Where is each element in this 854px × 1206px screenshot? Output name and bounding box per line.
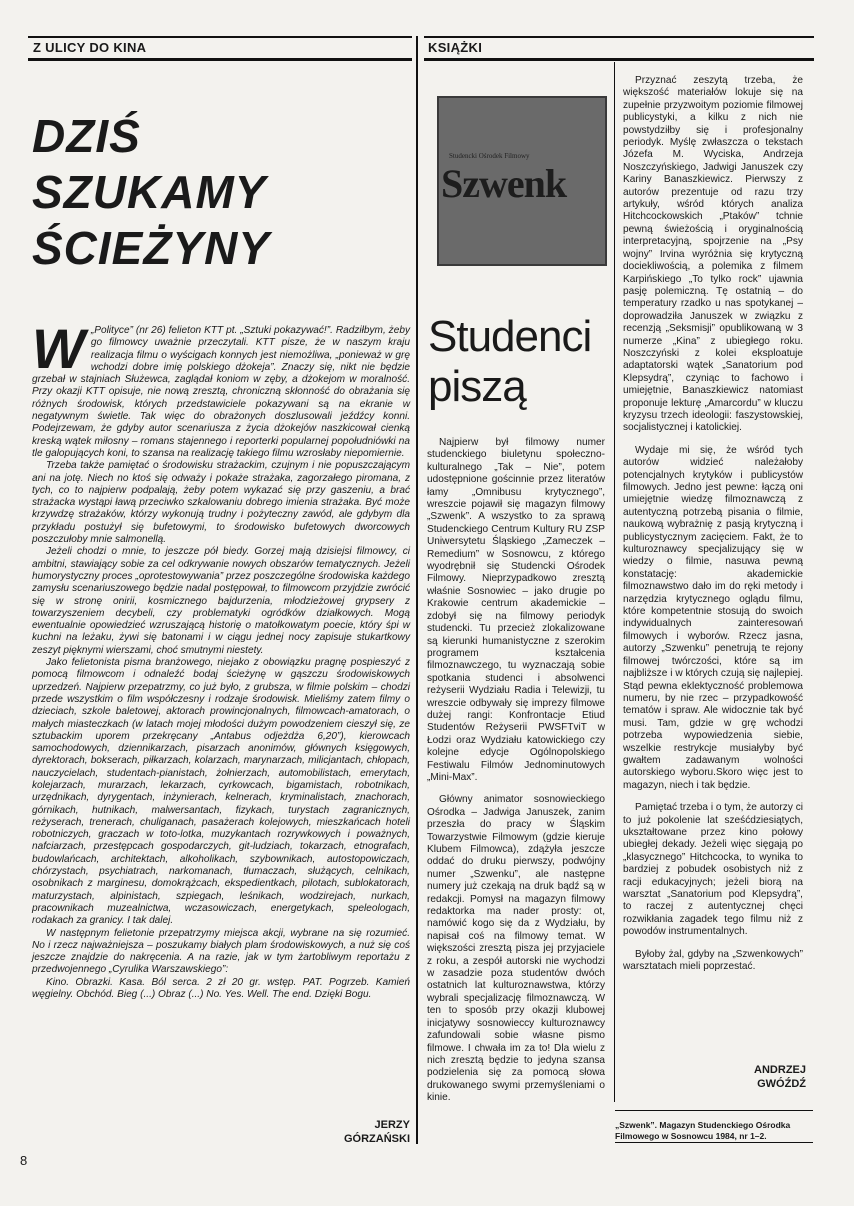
magazine-cover-image: [437, 96, 607, 266]
paragraph: Pamiętać trzeba i o tym, że autorzy ci to już pokolenie lat sześćdziesiątych, ukształtowane przez kino połowy ubiegłej dekady. Jeżeli więc sięgają po „klasycznego” Hitchcocka, to wynika to bardziej z pobudek osobistych niż z racji edukacyjnych; jeżeli biorą na warsztat „Sanatorium pod Klepsydrą”, to raczej z autentycznej chęci rozwikłania zagadek tego filmu niż z powodów instrumentalnych.: [623, 802, 803, 938]
caption-rule: [615, 1110, 813, 1111]
article-body-left: [32, 317, 410, 1001]
article-body-right: [623, 75, 803, 983]
column-divider-main: [416, 36, 418, 1144]
caption-rule-bottom: [615, 1142, 813, 1143]
paragraph: W „Polityce” (nr 26) felieton KTT pt. „Sztuki pokazywać!”. Radziłbym, żeby go filmowcy uważnie przeczytali. KTT pisze, że w naszym kraju realizacja filmu o wyścigach konnych jest niemożliwa, „ponieważ w grę wchodzi dobre imię polskiego dżokeja”. Znaczy się, nikt nie będzie grzebał w stajniach Służewca, zaglądał koniom w zęby, a dżokejom w moralność. Przy okazji KTT opisuje, nie nową zresztą, chroniczną skłonność do obrażania się różnych środowisk, których przedstawiciele pokazywani są na ekranie w negatywnym świetle. Tak więc do obrażonych doszlusowali jeźdźcy konni. Podejrzewam, że gdyby autor scenariusza z życia dżokejów naszkicował cienką kreską wątek miłosny – romans stajennego i reporterki popularnej popołudniówki na tle galopujących koni, to szansa na realizację takiego filmu wzrosłaby niepomiernie.: [32, 317, 410, 459]
section-heading-right: KSIĄŻKI: [428, 40, 483, 55]
author-left: JERZY GÓRZAŃSKI: [344, 1119, 410, 1145]
title-line-3: ŚCIEŻYNY: [32, 222, 271, 274]
top-rule-left: [28, 36, 412, 38]
title-line-2: SZUKAMY: [32, 166, 267, 218]
book-caption: „Szwenk”. Magazyn Studenckiego Ośrodka Filmowego w Sosnowcu 1984, nr 1–2.: [615, 1120, 791, 1141]
paragraph: Wydaje mi się, że wśród tych autorów widzieć należałoby potencjalnych krytyków i publicystów filmowych. Jedno jest pewne: łączą oni umiejętnie wiedzę filmoznawczą z autentyczną potrzebą pisania o filmie, naukową wybrażnię z pasją krytyczną i publicystycznym zacięciem. Fakt, że to kulturoznawcy specjalizujący się w wiedzy o filmie, nasuwa pewną konstatację: akademickie filmoznawstwo dało im do ręki metody i narzędzia krytycznego oglądu filmu, które kompetentnie stosują do swoich indywidualnych zainteresowań filmowych i wyborów. Rzecz jasna, autorzy „Szwenku” penetrują te rejony filmowej twórczości, które są im najbliższe i w których czują się najlepiej. Stąd pewna eklektyczność problemowa numeru, by nie rzec – przypadkowość tematów i spraw. Ale widocznie tak być musi. Tam, gdzie w grę wchodzi potrzeba wypowiedzenia siebie, wszelkie restrykcje musiałyby być gwałtem zadawanym wolności autorskiego wyboru.Skoro więc jest to magazyn, niech i tak będzie.: [623, 444, 803, 791]
article-title-left: [32, 108, 270, 276]
page-number: 8: [20, 1153, 28, 1168]
paragraph: Najpierw był filmowy numer studenckiego biuletynu społeczno-kulturalnego „Tak – Nie”, potem udostępnione gościnnie przez literatów łamy „Omnibusu krytycznego”, wreszcie pojawił się magazyn filmowy „Szwenk”. A wszystko to za sprawą Studenckiego Centrum Kultury RU ZSP Uniwersytetu Śląskiego „Zameczek – Remedium” w Sosnowcu, z którego wyodrębnił się Studencki Ośrodek Filmowy. Nieprzypadkowo zresztą właśnie Sosnowiec – jako drugie po Krakowie centrum akademickie – zdobył się na filmowy periodyk studencki. Tu przecież zlokalizowane są kierunki humanistyczne z szerokim programem kształcenia filmoznawczego, tu wyznaczają sobie spotkania studenci i absolwenci reżyserii Wydziału Radia i Telewizji, tu wreszcie odbywały się imprezy filmowe dużej rangi: Konfrontacje Etiud Studentów Reżyserii PWSFTviT w Łodzi oraz Wydziału katowickiego czy kolejne edycje Ogólnopolskiego Festiwalu Filmów Jednominutowych „Mini-Max”.: [427, 437, 605, 783]
paragraph: Kino. Obrazki. Kasa. Ból serca. 2 zł 20 gr. wstęp. PAT. Pogrzeb. Kamień węgielny. Obchód. Bieg (...) Obraz (...) No. Yes. Well. The end. Dzięki Bogu.: [32, 976, 410, 1001]
cover-subtitle: Studencki Ośrodek Filmowy: [449, 152, 530, 160]
column-divider-right: [614, 62, 615, 1102]
cover-logo: Szwenk: [441, 161, 567, 206]
paragraph: Przyznać zeszytą trzeba, że większość materiałów lokuje się na zupełnie przyzwoitym poziomie filmowej publicystyki, a kilku z nich nie powstydziłby się i profesjonalny periodyk. Myślę zwłaszcza o tekstach Józefa M. Wyciska, Andrzeja Noszczyńskiego, Jadwigi Januszek czy Kariny Banaszkiewicz. Pierwszy z autorów prezentuje od razu trzy artykuły, wśród których analiza Hitchcockowskich „Ptaków” tchnie pewną świeżością i oryginalnością interpretacyjną, spojrzenie na „Psy wojny” Irvina wyróżnia się krytyczną dociekliwością, a polemika z filmem Karpińskiego „To tylko rock” ujawnia pasję polemiczną. Tę ostatnią – do temperatury rzadko u nas spotykanej – doprowadziła Januszek w związku z recenzją „Seksmisji” opublikowaną w 3 numerze „Kina” z ubiegłego roku. Noszczyński z kolei eksploatuje adaptatorski wątek „Sanatorium pod Klepsydrą”, czyniąc to fachowo i umiejętnie, Banaszkiewicz natomiast proponuje lekturę „Amarcordu” w kluczu kryzysu trzech ideologii: faszystowskiej, socjalistycznej i katolickiej.: [623, 75, 803, 434]
paragraph: Główny animator sosnowieckiego Ośrodka – Jadwiga Januszek, zanim przeszła do pracy w Śląskim Towarzystwie Filmowym (gdzie kieruje Klubem Filmowca), zdążyła jeszcze oddać do druku pierwszy, podwójny numer „Szwenku”, ale następne numery już czekają na druk bądź są w redakcji. Pomysł na magazyn filmowy redaktorka ma nader prosty: ot, namówić kogo się da z Wydziału, by napisał coś na filmowy temat. W większości zresztą pisza jej przyjaciele z roku, a zespół autorski nie wychodzi w zasadzie poza studentów dwóch ostatnich lat kulturoznawstwa, którzy wybrali specjalizację filmoznawczą. W ten to sposób przy okazji klubowej inicjatywy sosnowieccy kulturoznawcy zafundowali sobie własne pismo filmowe. I chwała im za to! Dla wielu z nich zresztą będzie to jedyna szansa podzielenia się za pomocą słowa drukowanego swymi przemyśleniami o kinie.: [427, 794, 605, 1104]
under-rule-right: [424, 58, 814, 61]
author-right: ANDRZEJ GWÓŹDŹ: [754, 1064, 806, 1090]
paragraph: Jeżeli chodzi o mnie, to jeszcze pół biedy. Gorzej mają dzisiejsi filmowcy, ci ambitni, stawiający sobie za cel odkrywanie nowych obszarów tematycznych. Jeżeli humorystyczny proces „oprotestowywania” przez poszczególne środowiska każdego zamysłu scenariuszowego będzie nadal postępował, to filmowcom przyjdzie zwrócić się w stronę onirii, kosmicznego bajdurzenia, młodzieżowej grypsery z towarzyszeniem decybeli, czy problematyki ogródków działkowych. Mogą ewentualnie opowiedzieć wzruszającą historię o matołkowatym poecie, który śpi w kuchni na leżaku, żywi się batonami i w ciągu jednej nocy zapisuje stukartkowy zeszyt pięknymi wierszami, choć smutnymi niestety.: [32, 546, 410, 656]
paragraph: Jako felietonista pisma branżowego, niejako z obowiązku pragnę pospieszyć z pomocą filmowcom i odnaleźć bodaj ścieżynę w gąszczu środowiskowych uprzedzeń. Najpierw przepatrzmy, co już było, z grubsza, w filmie polskim – chodzi przede wszystkim o film współczesny i rodzaje środowisk. Mieliśmy zatem filmy o dzieciach, szkole baletowej, aktorach prowincjonalnych, filmowcach-amatorach, o małych miasteczkach (w latach mojej młodości dużym powodzeniem cieszył się, ze sztubackim uporem przekręcany „Antabus odjeżdża 6,20”), kierowcach samochodowych, dziennikarzach, pisarzach anonimów, głównych księgowych, dyrektorach, bokserach, piłkarzach, kolarzach, marynarzach, milicjantach, chłopach, nauczycielach, studentach-pianistach, żołnierzach, automobilistach, emerytach, kolejarzach, murarzach, lekarzach, cyrkowcach, bigamistach, robotnikach, urzędnikach, dyrygentach, inżynierach, kelnerach, kryminalistach, znachorach, górnikach, hutnikach, malwersantach, fizykach, turystach zagranicznych, reżyserach, trenerach, chuliganach, pasażerach kolejowych, mieszkańcach hoteli robotniczych, graczach w toto-lotka, muzykantach rozrywkowych i poważnych, nafciarzach, przestępcach gospodarczych, git-ludziach, tokarzach, etnografach, budowlańcach, architektach, alkoholikach, szybownikach, autostopowiczach, chórzystach, psychiatrach, narkomanach, tłumaczach, służących, celnikach, osobnikach z marginesu, domokrążcach, ekspedientkach, pilotach, sublokatorach, maturzystach, alpinistach, szpiegach, leśnikach, wodzirejach, nurkach, pracownikach muzealnictwa, wczasowiczach, energetykach, speleologach, rodakach za granicy. I tak dalej.: [32, 657, 410, 927]
title-line-1: DZIŚ: [32, 110, 141, 162]
under-rule-left: [28, 58, 412, 61]
top-rule-right: [424, 36, 814, 38]
paragraph: Byłoby żal, gdyby na „Szwenkowych” warsztatach mieli poprzestać.: [623, 948, 803, 973]
paragraph: W następnym felietonie przepatrzymy miejsca akcji, wybrane na się rozumieć. No i rzecz najważniejsza – poszukamy białych plam środowiskowych, a nuż się coś jeszcze znajdzie do nakręcenia. A na razie, jak w tym żartobliwym reportażu z przedwojennego „Cyrulika Warszawskiego”:: [32, 927, 410, 976]
paragraph: Trzeba także pamiętać o środowisku strażackim, czujnym i nie popuszczającym ani na jotę. Niech no ktoś się odważy i pokaże strażaka, zagorzałego piromana, z tych, co to najpierw podpalają, żeby potem wykazać się przy gaszeniu, a brać strażacka wystąpi ławą przeciwko szkalowaniu dobrego imienia strażaka. Być może krzywdzę strażaków, którzy wykonują trudny i pożyteczny zawód, ale gdybym dla przykładu postużył się bufetowymi, to środowisko bufetowych dworcowych poszczułoby mnie salmonellą.: [32, 460, 410, 546]
section-heading-left: Z ULICY DO KINA: [33, 40, 147, 55]
drop-cap: W: [32, 317, 85, 380]
article-body-middle: [427, 437, 605, 1115]
article-title-right: Studenci piszą: [428, 312, 592, 411]
